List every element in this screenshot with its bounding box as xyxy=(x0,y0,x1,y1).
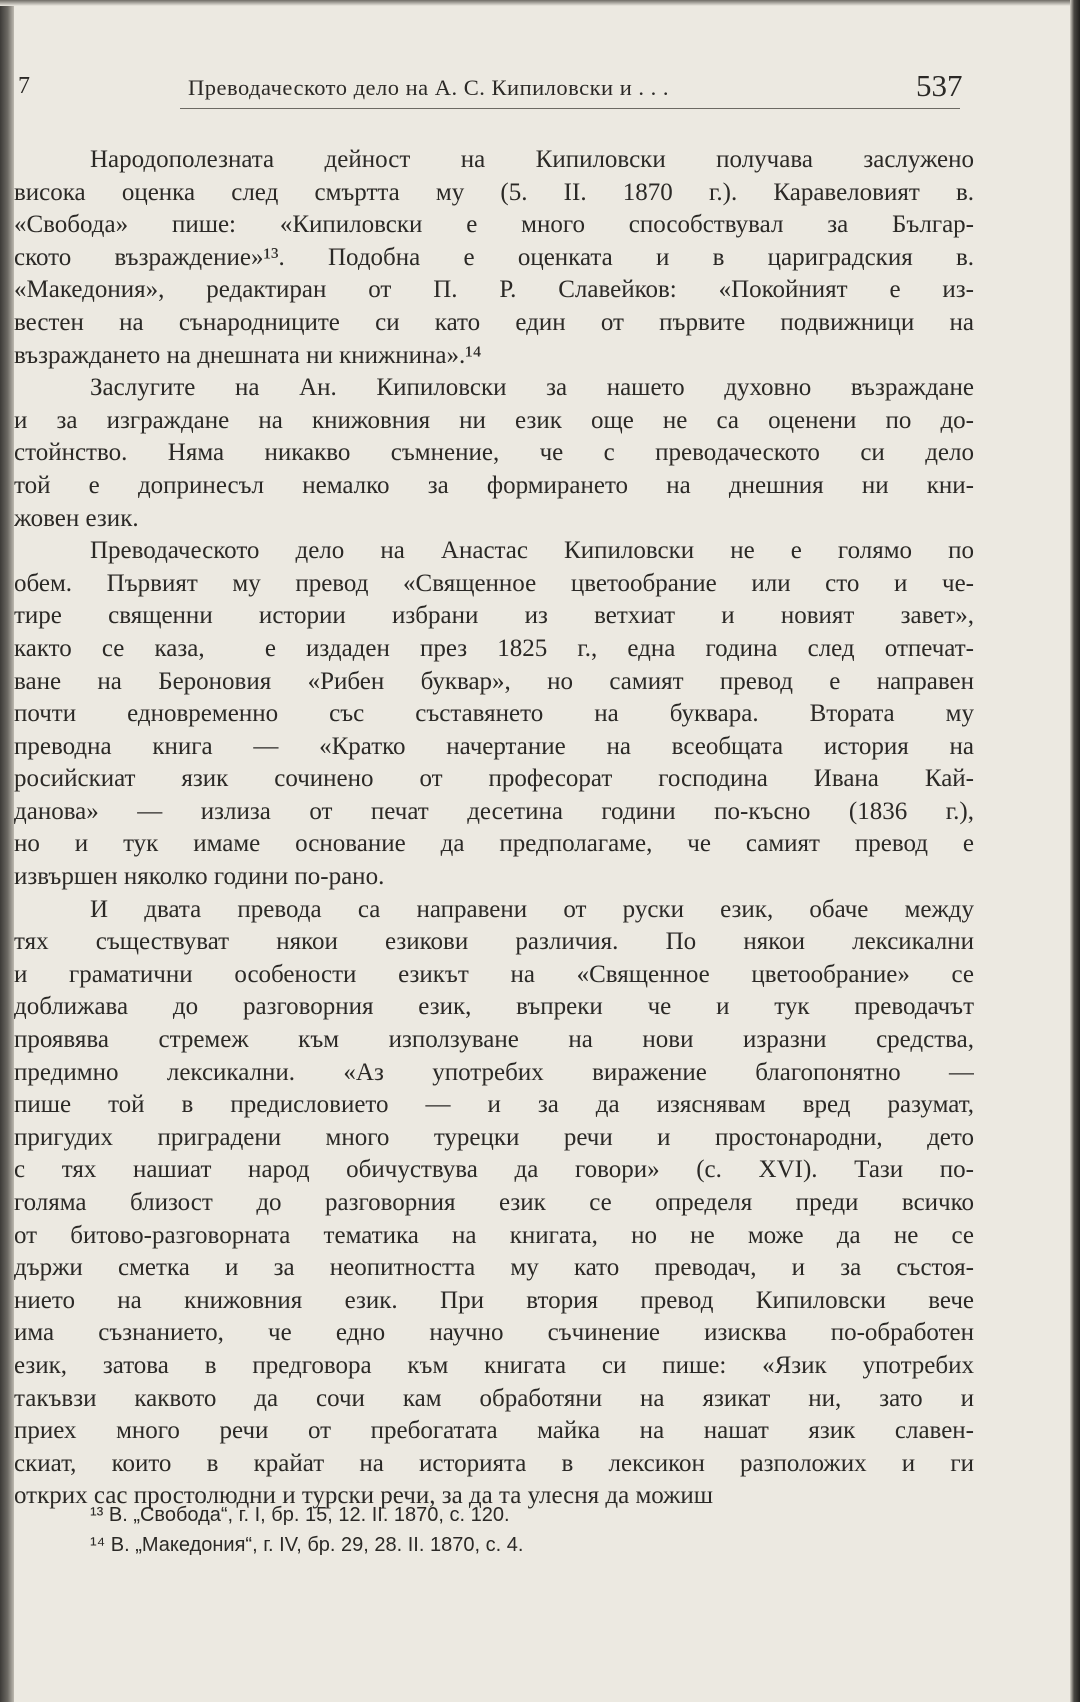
page-right-shadow xyxy=(1070,0,1080,1702)
text-line: голяма близост до разговорния език се определя преди всичко xyxy=(14,1189,974,1216)
text-line: нието на книжовния език. При втория превод Кипиловски вече xyxy=(14,1286,974,1314)
text-line: жовен език. xyxy=(14,504,139,532)
text-line: «Македония», редактиран от П. Р. Славейков: «Покойният е из- xyxy=(14,276,974,304)
text-line: тире священни истории избрани из ветхиат и новият завет», xyxy=(14,602,974,630)
text-line: тях съществуват някои езикови различия. По някои лексикални xyxy=(14,928,974,956)
text-line: държи сметка и за неопитността му като преводач, и за състоя- xyxy=(14,1254,974,1282)
text-line: стойнство. Няма никакво съмнение, че с преводаческото си дело xyxy=(14,439,974,467)
text-line: но и тук имаме основание да предполагаме, че самият превод е xyxy=(14,830,974,858)
text-line: възраждането на днешната ни книжнина».¹⁴ xyxy=(14,341,482,369)
text-line: ското възраждение»¹³. Подобна е оценката и в цариградския в. xyxy=(14,243,974,271)
running-title: Преводаческото дело на А. С. Кипиловски и . . . xyxy=(188,75,670,100)
page-binding-shadow xyxy=(0,0,14,1702)
footnotes xyxy=(90,1500,950,1560)
text-line: доближава до разговорния език, въпреки че и тук преводачът xyxy=(14,993,974,1021)
text-line: език, затова в предговора към книгата си пише: «Язик употребих xyxy=(14,1351,974,1379)
text-line: от битово-разговорната тематика на книгата, но не може да не се xyxy=(14,1221,974,1249)
text-line: с тях нашиат народ обичуствува да говори» (с. XVI). Тази по- xyxy=(14,1156,974,1184)
text-line: открих сас простолюдни и турски речи, за да та улесня да можиш xyxy=(14,1482,714,1510)
text-line: росийскиат язик сочинено от професорат господина Ивана Кай- xyxy=(14,765,974,793)
text-line: такъвзи каквото да сочи кам обработяни на язикат ни, зато и xyxy=(14,1384,974,1412)
text-line: проявява стремеж към използуване на нови изразни средства, xyxy=(14,1026,974,1054)
page-number: 537 xyxy=(916,68,963,103)
text-line: пише той в предисловието — и за да изяснявам вред разумат, xyxy=(14,1091,974,1119)
text-line: приех много речи от пребогатата майка на нашат язик славен- xyxy=(14,1417,974,1445)
text-line: и граматични особености езикът на «Священное цветообрание» се xyxy=(14,960,974,988)
text-line: скиат, които в крайат на историята в лексикон разположих и ги xyxy=(14,1449,974,1477)
text-line: почти едновременно със съставянето на буквара. Втората му xyxy=(14,700,974,728)
text-line: висока оценка след смъртта му (5. II. 1870 г.). Каравеловият в. xyxy=(14,178,974,206)
body-text xyxy=(14,144,974,1513)
text-line: предимно лексикални. «Аз употребих виражение благопонятно — xyxy=(14,1058,974,1086)
text-line: Народополезната дейност на Кипиловски получава заслужено xyxy=(90,146,974,173)
text-line: и за изграждане на книжовния ни език още не са оценени по до- xyxy=(14,406,974,434)
text-line: Преводаческото дело на Анастас Кипиловски не е голямо по xyxy=(90,537,974,565)
text-line: Заслугите на Ан. Кипиловски за нашето духовно възраждане xyxy=(90,374,974,402)
footnote: ¹⁴ В. „Македония“, г. IV, бр. 29, 28. II. 1870, с. 4. xyxy=(90,1534,524,1556)
header-rule xyxy=(180,108,960,109)
text-line: данова» — излиза от печат десетина години по-късно (1836 г.), xyxy=(14,797,974,825)
text-line: преводна книга — «Кратко начертание на всеобщата история на xyxy=(14,732,974,760)
text-line: той е допринесъл немалко за формирането на днешния ни кни- xyxy=(14,471,974,499)
previous-page-fragment: 7 xyxy=(18,73,30,99)
text-line: извършен няколко години по-рано. xyxy=(14,863,385,891)
text-line: обем. Първият му превод «Священное цветообрание или сто и че- xyxy=(14,569,974,597)
text-line: вестен на сънародниците си като един от първите подвижници на xyxy=(14,308,974,336)
footnote: ¹³ В. „Свобода“, г. I, бр. 15, 12. II. 1870, с. 120. xyxy=(90,1504,510,1526)
page-top-shadow xyxy=(0,0,1080,6)
running-header xyxy=(0,60,1080,112)
text-line: има съзнанието, че едно научно съчинение изисква по-обработен xyxy=(14,1319,974,1347)
text-line: «Свобода» пише: «Кипиловски е много способствувал за Българ- xyxy=(14,211,974,239)
text-line: пригудих приградени много турецки речи и простонародни, дето xyxy=(14,1123,974,1151)
text-line: И двата превода са направени от руски език, обаче между xyxy=(90,895,974,923)
text-line: ване на Бероновия «Рибен буквар», но самият превод е направен xyxy=(14,667,974,695)
text-line: както се каза, е издаден през 1825 г., една година след отпечат- xyxy=(14,634,974,662)
